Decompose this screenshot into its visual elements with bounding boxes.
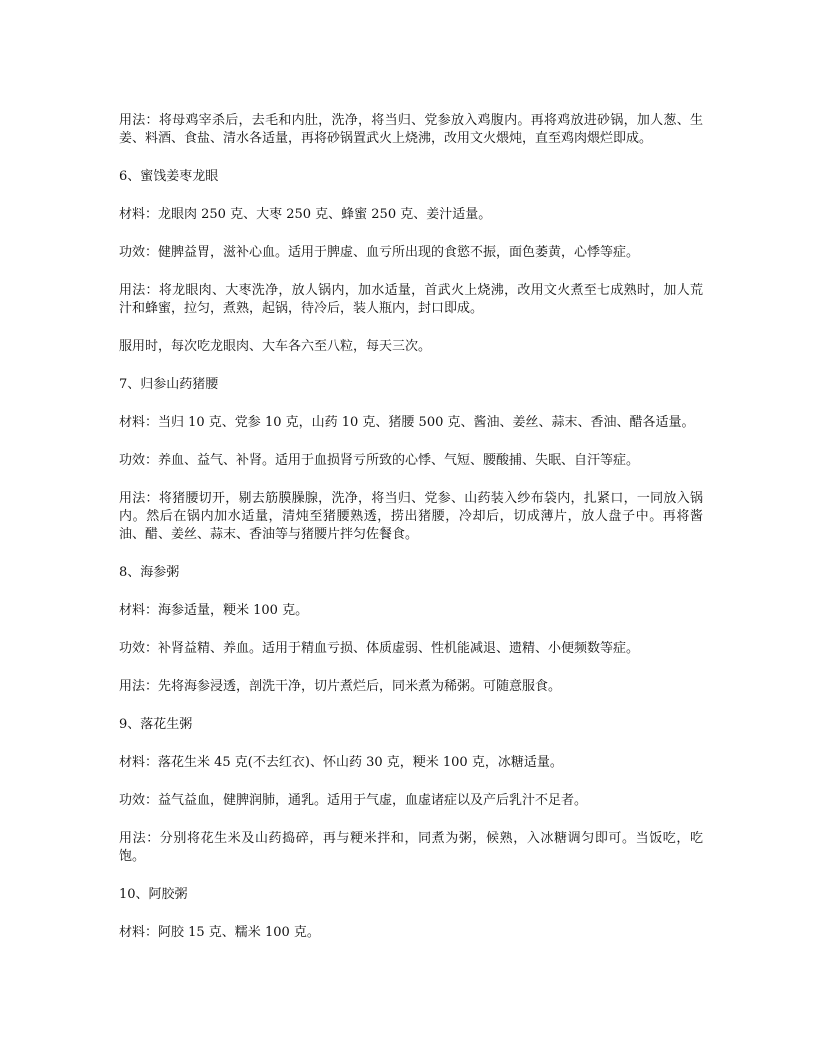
paragraph-effects-6: 功效：健脾益胃，滋补心血。适用于脾虚、血亏所出现的食慾不振，面色萎黄，心悸等症。 bbox=[119, 245, 640, 260]
paragraph-effects-9: 功效：益气益血，健脾润肺，通乳。适用于气虚，血虚诸症以及产后乳汁不足者。 bbox=[119, 793, 588, 808]
paragraph-ingredients-9: 材料：落花生米 45 克(不去红衣)、怀山药 30 克，粳米 100 克，冰糖适量。 bbox=[119, 755, 563, 770]
section-heading-10: 10、阿胶粥 bbox=[119, 887, 188, 902]
paragraph-usage-chicken: 用法：将母鸡宰杀后，去毛和内肚，洗净，将当归、党参放入鸡腹内。再将鸡放进砂锅，加人葱、生姜、料酒、食盐、清水各适量，再将砂锅置武火上烧沸，改用文火煨炖，直至鸡肉煨烂即成。 bbox=[119, 113, 703, 146]
paragraph-usage-9: 用法：分别将花生米及山药捣碎，再与粳米拌和，同煮为粥，候熟，入冰糖调匀即可。当饭吃，吃饱。 bbox=[119, 831, 703, 864]
section-heading-7: 7、归参山药猪腰 bbox=[119, 377, 219, 392]
section-heading-8: 8、海参粥 bbox=[119, 565, 180, 580]
paragraph-effects-7: 功效：养血、益气、补肾。适用于血损肾亏所致的心悸、气短、腰酸捕、失眠、自汗等症。 bbox=[119, 453, 640, 468]
paragraph-effects-8: 功效：补肾益精、养血。适用于精血亏损、体质虚弱、性机能减退、遗精、小便频数等症。 bbox=[119, 641, 640, 656]
paragraph-ingredients-10: 材料：阿胶 15 克、糯米 100 克。 bbox=[119, 925, 320, 940]
section-heading-6: 6、蜜饯姜枣龙眼 bbox=[119, 169, 219, 184]
paragraph-ingredients-8: 材料：海参适量，粳米 100 克。 bbox=[119, 603, 309, 618]
document-body bbox=[119, 112, 703, 962]
paragraph-ingredients-7: 材料：当归 10 克、党参 10 克，山药 10 克、猪腰 500 克、酱油、姜丝、蒜末、香油、醋各适量。 bbox=[119, 415, 695, 430]
section-heading-9: 9、落花生粥 bbox=[119, 717, 193, 732]
paragraph-usage-7: 用法：将猪腰切开，剔去筋膜臊腺，洗净，将当归、党参、山药装入纱布袋内，扎紧口，一同放入锅内。然后在锅内加水适量，清炖至猪腰熟透，捞出猪腰，冷却后，切成薄片，放人盘子中。再将酱油、醋、姜丝、蒜末、香油等与猪腰片拌匀佐餐食。 bbox=[119, 491, 703, 542]
paragraph-usage-6: 用法：将龙眼肉、大枣洗净，放人锅内，加水适量，首武火上烧沸，改用文火煮至七成熟时，加人荒汁和蜂蜜，拉匀，煮熟，起锅，待冷后，装人瓶内，封口即成。 bbox=[119, 283, 703, 316]
paragraph-dosage-6: 服用时，每次吃龙眼肉、大车各六至八粒，每天三次。 bbox=[119, 339, 432, 354]
paragraph-usage-8: 用法：先将海参浸透，剖洗干净，切片煮烂后，同米煮为稀粥。可随意服食。 bbox=[119, 679, 562, 694]
paragraph-ingredients-6: 材料：龙眼肉 250 克、大枣 250 克、蜂蜜 250 克、姜汁适量。 bbox=[119, 207, 492, 222]
